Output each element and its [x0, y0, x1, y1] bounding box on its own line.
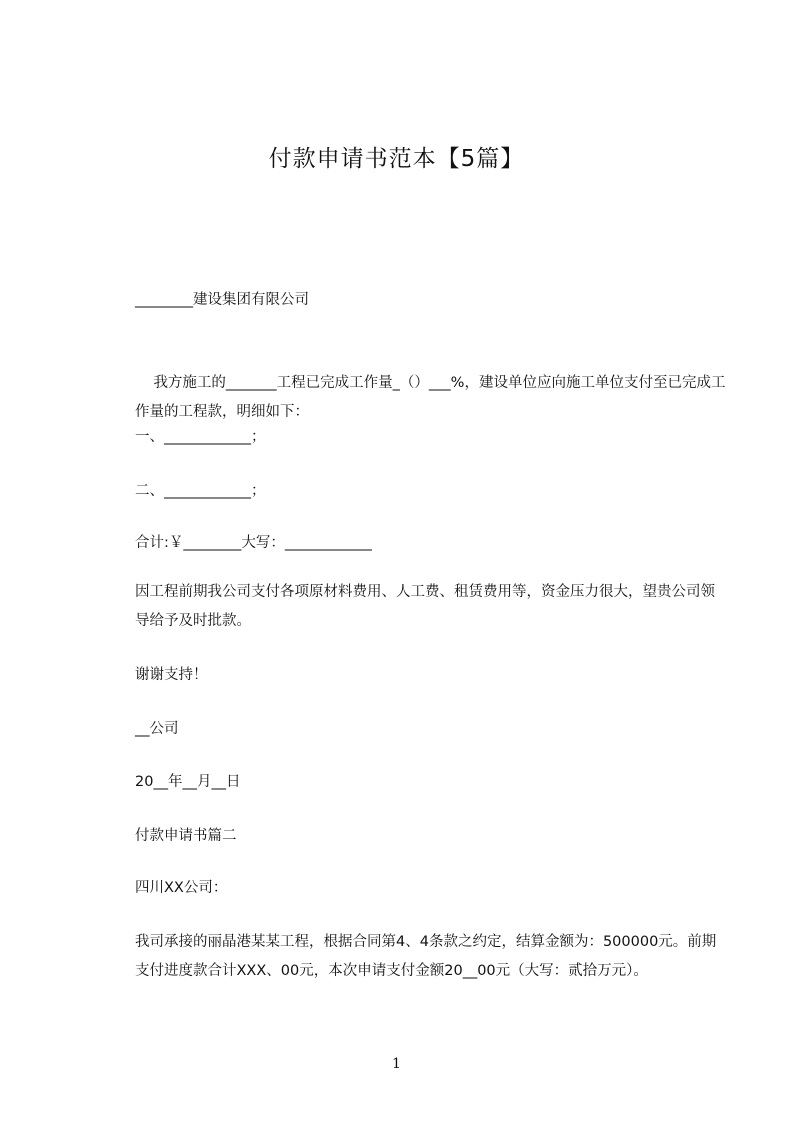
addressee-line: ________建设集团有限公司 — [135, 292, 309, 308]
total-line: 合计:￥________大写：____________ — [135, 535, 372, 551]
company-line: __公司 — [135, 721, 179, 737]
section-2-title: 付款申请书篇二 — [135, 828, 237, 844]
item-line-1: 一、____________； — [135, 429, 266, 445]
body-paragraph-1-text: 我方施工的_______工程已完成工作量_（）___%，建设单位应向施工单位支付至已完成工作量的工程款，明细如下： — [135, 375, 726, 420]
document-title: 付款申请书范本【5篇】 — [268, 146, 525, 172]
body-paragraph-2: 因工程前期我公司支付各项原材料费用、人工费、租赁费用等，资金压力很大，望贵公司领导给予及时批款。 — [135, 584, 715, 629]
thanks-line: 谢谢支持！ — [135, 667, 208, 683]
page-number: 1 — [392, 1056, 401, 1072]
item-line-2: 二、____________； — [135, 483, 266, 499]
addressee-line-2: 四川XX公司： — [135, 880, 228, 896]
body-paragraph-3: 我司承接的丽晶港某某工程，根据合同第4、4条款之约定，结算金额为：500000元。前期支付进度款合计XXX、00元，本次申请支付金额20__00元（大写：贰拾万元）。 — [135, 934, 717, 979]
date-line: 20__年__月__日 — [135, 774, 241, 790]
